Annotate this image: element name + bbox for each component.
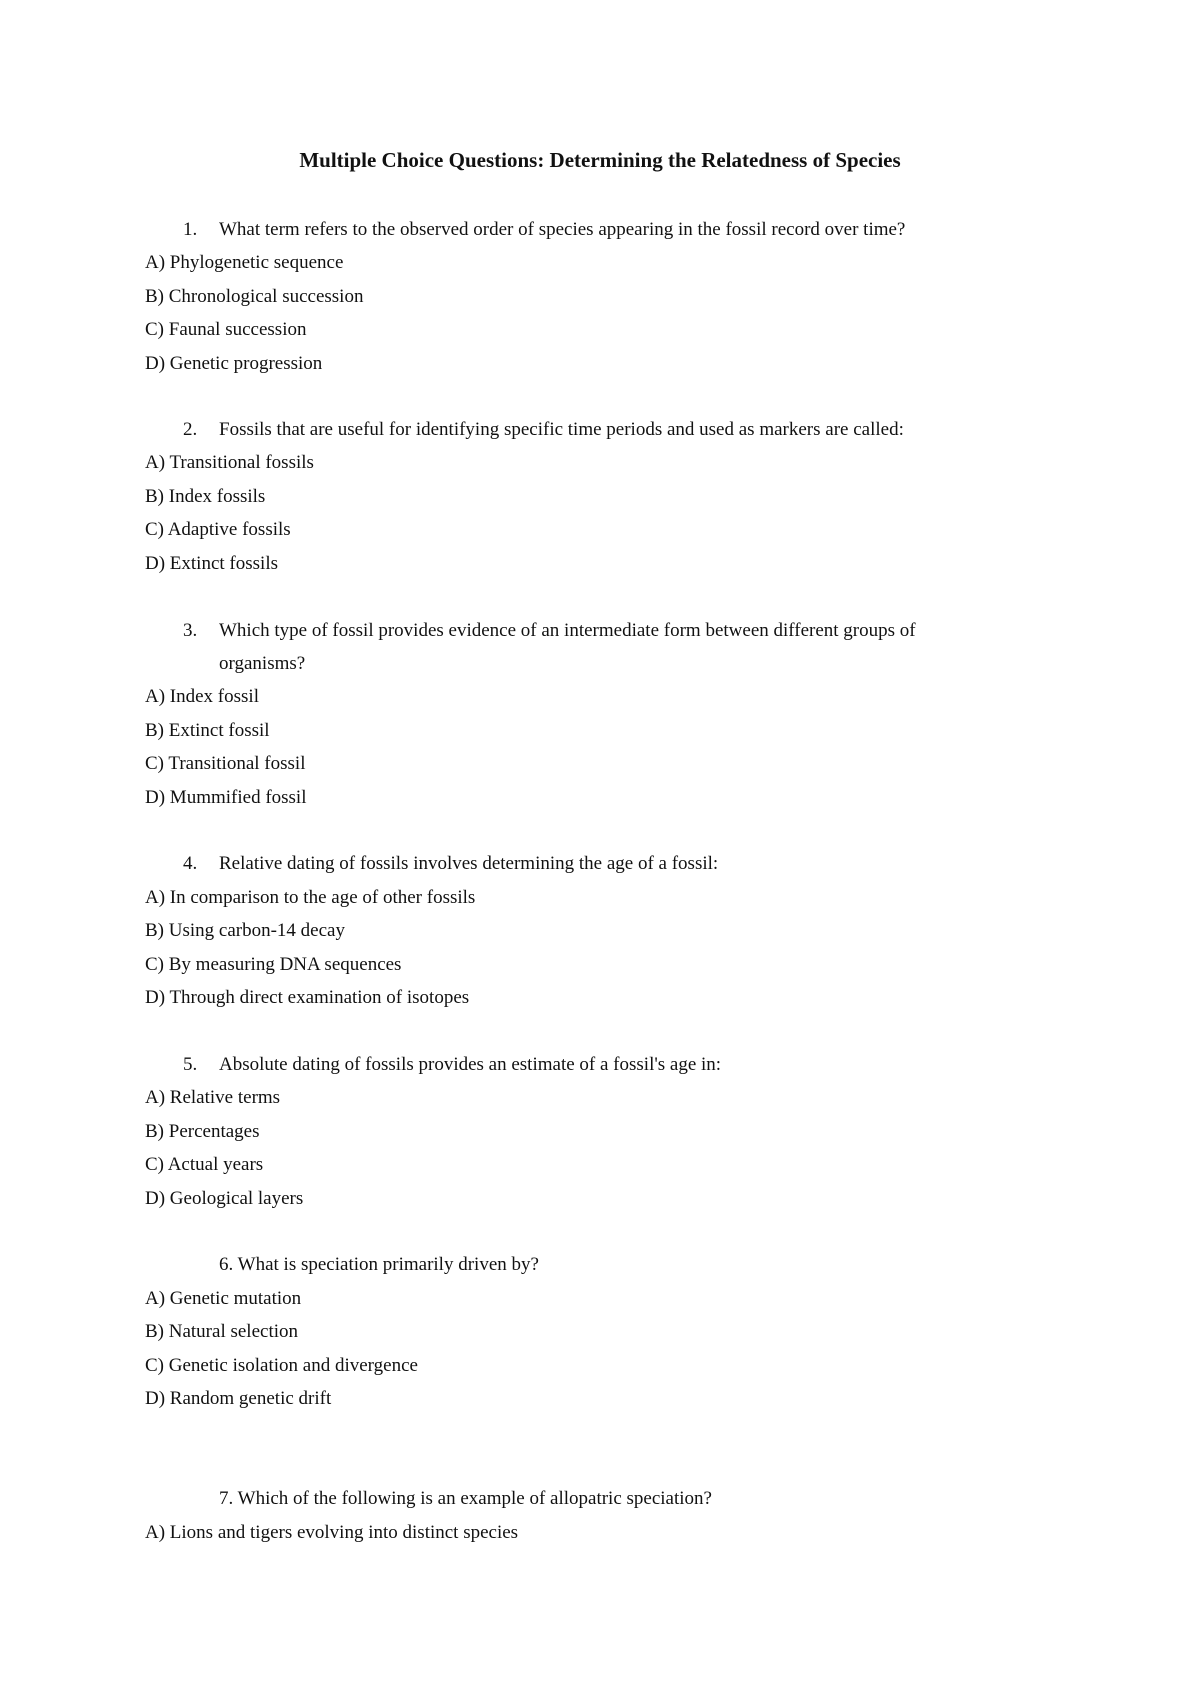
question-1-number: 1.: [183, 219, 198, 240]
question-5-option-d: D) Geological layers: [145, 1188, 304, 1209]
question-6-option-d: D) Random genetic drift: [145, 1388, 332, 1409]
question-4-number: 4.: [183, 853, 198, 874]
question-5-option-b: B) Percentages: [145, 1121, 260, 1142]
question-6-option-a: A) Genetic mutation: [145, 1288, 302, 1309]
question-4-text: Relative dating of fossils involves determining the age of a fossil:: [219, 853, 719, 874]
question-7-option-a: A) Lions and tigers evolving into distinct species: [145, 1522, 519, 1543]
question-5-option-a: A) Relative terms: [145, 1087, 281, 1108]
question-1-text: What term refers to the observed order of species appearing in the fossil record over time?: [219, 219, 906, 240]
question-6-option-c: C) Genetic isolation and divergence: [145, 1355, 418, 1376]
question-2-option-c: C) Adaptive fossils: [145, 519, 291, 540]
question-2-option-d: D) Extinct fossils: [145, 553, 278, 574]
question-3-option-d: D) Mummified fossil: [145, 787, 307, 808]
question-1-option-c: C) Faunal succession: [145, 319, 307, 340]
question-3-text-continued: organisms?: [219, 653, 306, 674]
question-1-option-a: A) Phylogenetic sequence: [145, 252, 344, 273]
question-6-text: 6. What is speciation primarily driven by?: [219, 1254, 539, 1275]
question-3-option-b: B) Extinct fossil: [145, 720, 270, 741]
question-1-option-d: D) Genetic progression: [145, 353, 323, 374]
question-2-text: Fossils that are useful for identifying specific time periods and used as markers are called:: [219, 419, 904, 440]
question-4-option-d: D) Through direct examination of isotopes: [145, 987, 470, 1008]
question-5-text: Absolute dating of fossils provides an estimate of a fossil's age in:: [219, 1054, 722, 1075]
question-5-number: 5.: [183, 1054, 198, 1075]
question-6-option-b: B) Natural selection: [145, 1321, 299, 1342]
question-4-option-a: A) In comparison to the age of other fossils: [145, 887, 476, 908]
question-3-option-c: C) Transitional fossil: [145, 753, 306, 774]
question-2-option-a: A) Transitional fossils: [145, 452, 314, 473]
question-3-text: Which type of fossil provides evidence of an intermediate form between different groups of: [219, 620, 916, 641]
question-1-option-b: B) Chronological succession: [145, 286, 364, 307]
question-5-option-c: C) Actual years: [145, 1154, 264, 1175]
question-4-option-b: B) Using carbon-14 decay: [145, 920, 345, 941]
question-3-number: 3.: [183, 620, 198, 641]
question-2-option-b: B) Index fossils: [145, 486, 266, 507]
page-title: Multiple Choice Questions: Determining the Relatedness of Species: [299, 148, 901, 172]
question-3-option-a: A) Index fossil: [145, 686, 259, 707]
question-2-number: 2.: [183, 419, 198, 440]
question-4-option-c: C) By measuring DNA sequences: [145, 954, 402, 975]
question-7-text: 7. Which of the following is an example of allopatric speciation?: [219, 1488, 712, 1509]
